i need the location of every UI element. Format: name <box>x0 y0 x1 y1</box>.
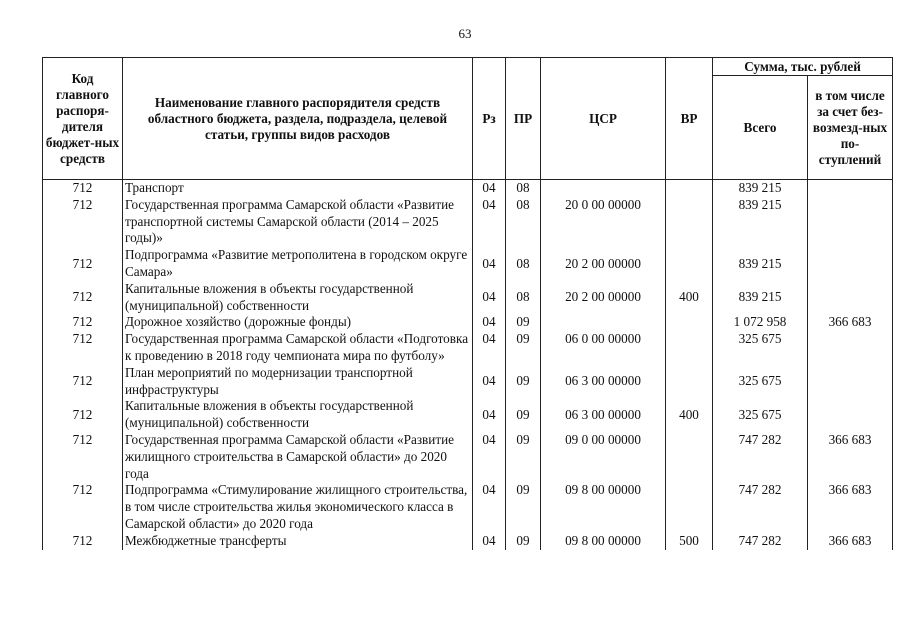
cell-vr <box>666 180 713 197</box>
table-row <box>43 331 893 365</box>
cell-name: Капитальные вложения в объекты государственной (муниципальной) собственности <box>123 398 473 432</box>
cell-total: 325 675 <box>713 331 808 365</box>
cell-rz: 04 <box>473 482 506 532</box>
cell-csr: 09 0 00 00000 <box>541 432 666 482</box>
cell-total: 325 675 <box>713 398 808 432</box>
cell-code: 712 <box>43 365 123 399</box>
cell-total: 839 215 <box>713 247 808 281</box>
cell-code: 712 <box>43 432 123 482</box>
table-row <box>43 197 893 247</box>
cell-name: План мероприятий по модернизации транспортной инфраструктуры <box>123 365 473 399</box>
cell-gratuitous <box>808 247 893 281</box>
cell-rz: 04 <box>473 281 506 315</box>
cell-name: Межбюджетные трансферты <box>123 533 473 550</box>
cell-gratuitous <box>808 331 893 365</box>
page-number: 63 <box>458 26 472 41</box>
cell-vr <box>666 365 713 399</box>
cell-pr: 09 <box>506 533 541 550</box>
cell-name: Государственная программа Самарской области «Подготовка к проведению в 2018 году чемпионата мира по футболу» <box>123 331 473 365</box>
cell-code: 712 <box>43 281 123 315</box>
cell-csr: 20 0 00 00000 <box>541 197 666 247</box>
header-pr: ПР <box>506 58 541 180</box>
cell-gratuitous <box>808 365 893 399</box>
cell-code: 712 <box>43 398 123 432</box>
cell-csr: 06 0 00 00000 <box>541 331 666 365</box>
cell-gratuitous: 366 683 <box>808 533 893 550</box>
cell-name: Подпрограмма «Стимулирование жилищного строительства, в том числе строительства жилья экономического класса в Самарской области» до 2020 года <box>123 482 473 532</box>
header-total: Всего <box>713 76 808 180</box>
cell-pr: 09 <box>506 314 541 331</box>
cell-rz: 04 <box>473 247 506 281</box>
cell-gratuitous <box>808 197 893 247</box>
table-row <box>43 365 893 399</box>
cell-pr: 09 <box>506 365 541 399</box>
budget-table <box>42 57 893 550</box>
cell-rz: 04 <box>473 432 506 482</box>
cell-csr <box>541 314 666 331</box>
cell-rz: 04 <box>473 180 506 197</box>
header-csr: ЦСР <box>541 58 666 180</box>
cell-vr <box>666 247 713 281</box>
cell-gratuitous <box>808 180 893 197</box>
cell-name: Дорожное хозяйство (дорожные фонды) <box>123 314 473 331</box>
table-row <box>43 247 893 281</box>
cell-vr <box>666 314 713 331</box>
cell-pr: 09 <box>506 432 541 482</box>
cell-total: 839 215 <box>713 281 808 315</box>
cell-gratuitous: 366 683 <box>808 482 893 532</box>
cell-pr: 08 <box>506 197 541 247</box>
cell-name: Транспорт <box>123 180 473 197</box>
cell-gratuitous: 366 683 <box>808 314 893 331</box>
cell-vr: 400 <box>666 281 713 315</box>
cell-rz: 04 <box>473 398 506 432</box>
cell-pr: 08 <box>506 247 541 281</box>
cell-csr: 20 2 00 00000 <box>541 247 666 281</box>
cell-csr: 09 8 00 00000 <box>541 482 666 532</box>
cell-csr: 09 8 00 00000 <box>541 533 666 550</box>
table-row <box>43 482 893 532</box>
cell-rz: 04 <box>473 365 506 399</box>
cell-csr: 06 3 00 00000 <box>541 365 666 399</box>
cell-total: 747 282 <box>713 432 808 482</box>
table-row <box>43 281 893 315</box>
cell-rz: 04 <box>473 533 506 550</box>
cell-csr: 06 3 00 00000 <box>541 398 666 432</box>
cell-total: 747 282 <box>713 533 808 550</box>
cell-total: 1 072 958 <box>713 314 808 331</box>
cell-code: 712 <box>43 331 123 365</box>
table-row <box>43 314 893 331</box>
cell-code: 712 <box>43 197 123 247</box>
header-name: Наименование главного распорядителя средств областного бюджета, раздела, подраздела, целевой статьи, группы видов расходов <box>123 58 473 180</box>
table-row <box>43 533 893 550</box>
cell-vr <box>666 482 713 532</box>
cell-vr <box>666 197 713 247</box>
header-vr: ВР <box>666 58 713 180</box>
cell-rz: 04 <box>473 314 506 331</box>
cell-pr: 09 <box>506 482 541 532</box>
cell-total: 839 215 <box>713 180 808 197</box>
cell-pr: 09 <box>506 398 541 432</box>
header-rz: Рз <box>473 58 506 180</box>
cell-rz: 04 <box>473 331 506 365</box>
table-row <box>43 398 893 432</box>
cell-code: 712 <box>43 180 123 197</box>
cell-gratuitous <box>808 398 893 432</box>
cell-vr <box>666 331 713 365</box>
cell-csr: 20 2 00 00000 <box>541 281 666 315</box>
table-body <box>43 180 893 550</box>
cell-pr: 09 <box>506 331 541 365</box>
cell-name: Подпрограмма «Развитие метрополитена в городском округе Самара» <box>123 247 473 281</box>
table-header <box>43 58 893 180</box>
cell-code: 712 <box>43 533 123 550</box>
cell-vr: 400 <box>666 398 713 432</box>
cell-total: 839 215 <box>713 197 808 247</box>
cell-gratuitous <box>808 281 893 315</box>
cell-code: 712 <box>43 314 123 331</box>
cell-pr: 08 <box>506 180 541 197</box>
cell-code: 712 <box>43 247 123 281</box>
table-row <box>43 432 893 482</box>
cell-name: Государственная программа Самарской области «Развитие транспортной системы Самарской области (2014 – 2025 годы)» <box>123 197 473 247</box>
cell-vr <box>666 432 713 482</box>
cell-rz: 04 <box>473 197 506 247</box>
cell-total: 747 282 <box>713 482 808 532</box>
table-row <box>43 180 893 197</box>
cell-vr: 500 <box>666 533 713 550</box>
header-code: Код главного распоря-дителя бюджет-ных средств <box>43 58 123 180</box>
cell-code: 712 <box>43 482 123 532</box>
header-gratuitous: в том числе за счет без-возмезд-ных по-ступлений <box>808 76 893 180</box>
header-sum-group: Сумма, тыс. рублей <box>713 58 893 76</box>
cell-csr <box>541 180 666 197</box>
cell-pr: 08 <box>506 281 541 315</box>
cell-gratuitous: 366 683 <box>808 432 893 482</box>
cell-name: Государственная программа Самарской области «Развитие жилищного строительства в Самарской области» до 2020 года <box>123 432 473 482</box>
cell-name: Капитальные вложения в объекты государственной (муниципальной) собственности <box>123 281 473 315</box>
cell-total: 325 675 <box>713 365 808 399</box>
